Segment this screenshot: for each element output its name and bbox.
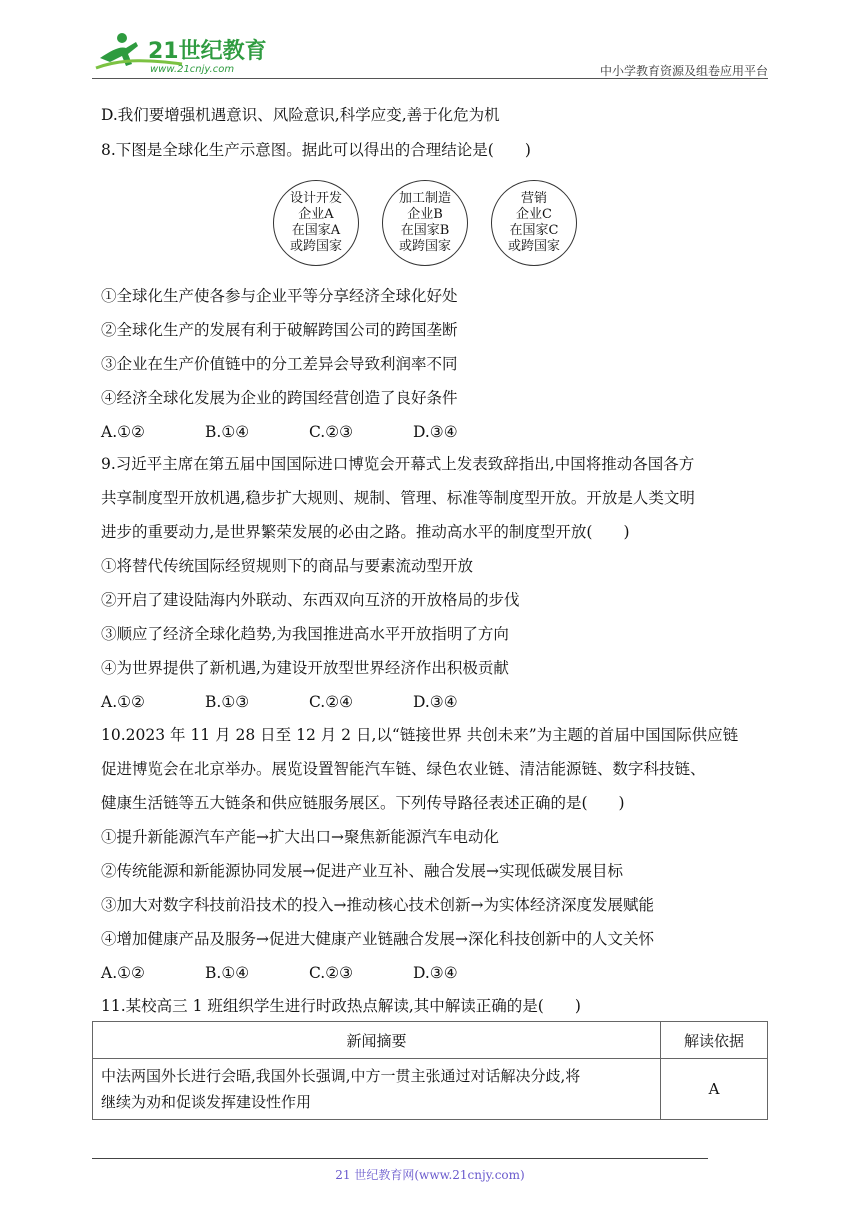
footer-source[interactable]: 21 世纪教育网(www.21cnjy.com) xyxy=(335,1168,525,1182)
q8-item: ④经济全球化发展为企业的跨国经营创造了良好条件 xyxy=(101,389,458,407)
question-8-stem xyxy=(101,140,773,160)
q9-option-a[interactable]: A.①② xyxy=(101,693,145,711)
q9-option-b[interactable]: B.①③ xyxy=(205,693,250,711)
q9-option-c[interactable]: C.②④ xyxy=(309,693,354,711)
table-row xyxy=(93,1059,768,1120)
question-10 xyxy=(101,725,773,983)
q8-option-a[interactable]: A.①② xyxy=(101,423,145,441)
site-logo xyxy=(92,28,292,78)
diagram-circle-design: 设计开发 企业A 在国家A 或跨国家 xyxy=(273,180,359,266)
footer-divider xyxy=(92,1158,708,1159)
header-basis: 解读依据 xyxy=(661,1022,768,1059)
q7-option-d: D.我们要增强机遇意识、风险意识,科学应变,善于化危为机 xyxy=(101,106,500,124)
svg-text:21世纪教育: 21世纪教育 xyxy=(148,39,267,64)
q10-option-a[interactable]: A.①② xyxy=(101,964,145,982)
q9-item: ①将替代传统国际经贸规则下的商品与要素流动型开放 xyxy=(101,557,474,575)
q8-items xyxy=(101,286,773,442)
q10-item: ②传统能源和新能源协同发展→促进产业互补、融合发展→实现低碳发展目标 xyxy=(101,862,623,880)
q8-item: ②全球化生产的发展有利于破解跨国公司的跨国垄断 xyxy=(101,321,458,339)
q9-item: ④为世界提供了新机遇,为建设开放型世界经济作出积极贡献 xyxy=(101,659,509,677)
news-table xyxy=(92,1021,768,1120)
q10-item: ④增加健康产品及服务→促进大健康产业链融合发展→深化科技创新中的人文关怀 xyxy=(101,930,654,948)
q10-item: ③加大对数字科技前沿技术的投入→推动核心技术创新→为实体经济深度发展赋能 xyxy=(101,896,654,914)
q8-option-c[interactable]: C.②③ xyxy=(309,423,354,441)
q9-item: ②开启了建设陆海内外联动、东西双向互济的开放格局的步伐 xyxy=(101,591,520,609)
q8-stem: 8.下图是全球化生产示意图。据此可以得出的合理结论是( ) xyxy=(101,141,531,159)
page-header xyxy=(92,26,768,82)
table-header-row xyxy=(93,1022,768,1059)
question-7-tail xyxy=(101,105,773,125)
q10-stem-line: 10.2023 年 11 月 28 日至 12 月 2 日,以“链接世界 共创未来”为主题的首届中国国际供应链 xyxy=(101,726,739,744)
q9-option-d[interactable]: D.③④ xyxy=(413,693,458,711)
globalization-diagram xyxy=(273,180,573,266)
question-11 xyxy=(101,996,773,1016)
q10-option-d[interactable]: D.③④ xyxy=(413,964,458,982)
q10-options xyxy=(101,963,773,983)
q10-item: ①提升新能源汽车产能→扩大出口→聚焦新能源汽车电动化 xyxy=(101,828,499,846)
svg-text:www.21cnjy.com: www.21cnjy.com xyxy=(150,64,235,75)
diagram-circle-manufacture: 加工制造 企业B 在国家B 或跨国家 xyxy=(382,180,468,266)
platform-name: 中小学教育资源及组卷应用平台 xyxy=(599,64,768,78)
q10-option-b[interactable]: B.①④ xyxy=(205,964,250,982)
q8-options xyxy=(101,422,773,442)
q8-item: ③企业在生产价值链中的分工差异会导致利润率不同 xyxy=(101,355,458,373)
header-news-summary: 新闻摘要 xyxy=(93,1022,661,1059)
news-cell: 中法两国外长进行会晤,我国外长强调,中方一贯主张通过对话解决分歧,将 继续为劝和促谈发挥建设性作用 xyxy=(93,1059,661,1120)
q10-stem-line: 健康生活链等五大链条和供应链服务展区。下列传导路径表述正确的是( ) xyxy=(101,794,625,812)
basis-cell: A xyxy=(661,1059,768,1120)
q9-stem-line: 9.习近平主席在第五届中国国际进口博览会开幕式上发表致辞指出,中国将推动各国各方 xyxy=(101,455,695,473)
q10-stem-line: 促进博览会在北京举办。展览设置智能汽车链、绿色农业链、清洁能源链、数字科技链、 xyxy=(101,760,706,778)
q10-option-c[interactable]: C.②③ xyxy=(309,964,354,982)
diagram-circle-marketing: 营销 企业C 在国家C 或跨国家 xyxy=(491,180,577,266)
q8-item: ①全球化生产使各参与企业平等分享经济全球化好处 xyxy=(101,287,458,305)
q11-stem: 11.某校高三 1 班组织学生进行时政热点解读,其中解读正确的是( ) xyxy=(101,997,581,1015)
q9-stem-line: 共享制度型开放机遇,稳步扩大规则、规制、管理、标准等制度型开放。开放是人类文明 xyxy=(101,489,695,507)
question-9 xyxy=(101,454,773,712)
q9-item: ③顺应了经济全球化趋势,为我国推进高水平开放指明了方向 xyxy=(101,625,509,643)
header-divider xyxy=(92,78,768,79)
q9-stem-line: 进步的重要动力,是世界繁荣发展的必由之路。推动高水平的制度型开放( ) xyxy=(101,523,630,541)
q8-option-d[interactable]: D.③④ xyxy=(413,423,458,441)
q8-option-b[interactable]: B.①④ xyxy=(205,423,250,441)
q9-options xyxy=(101,692,773,712)
